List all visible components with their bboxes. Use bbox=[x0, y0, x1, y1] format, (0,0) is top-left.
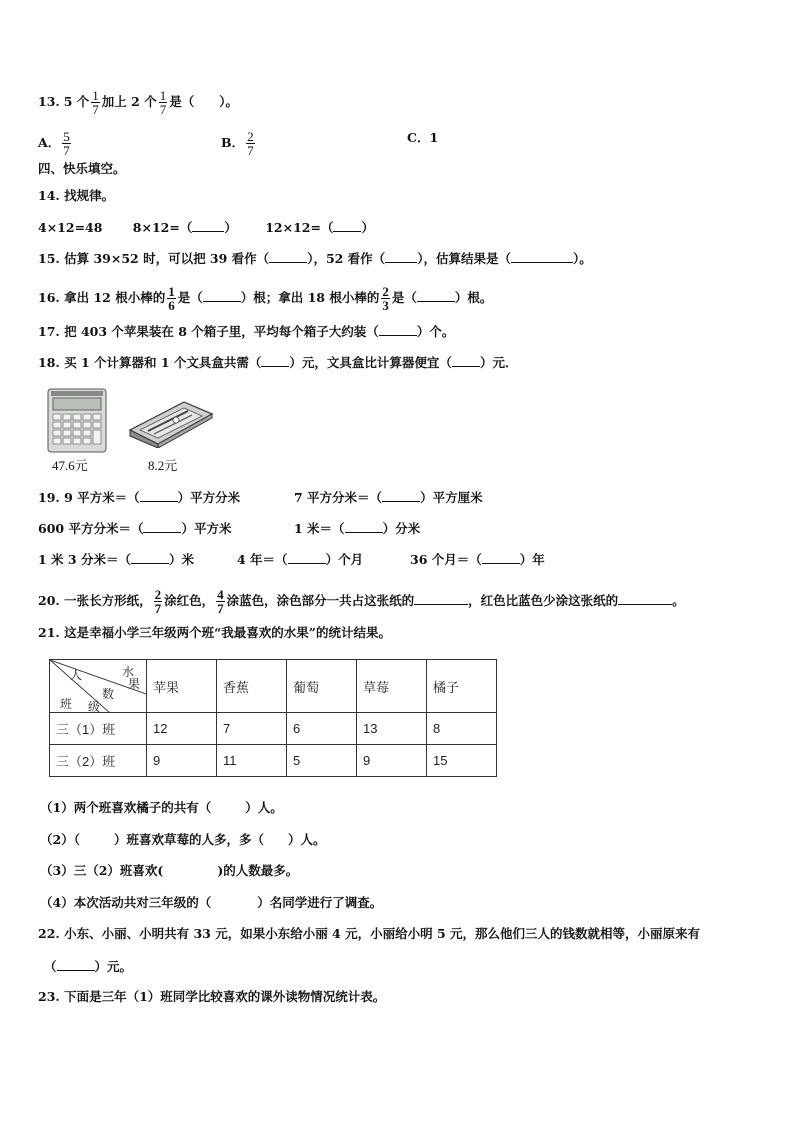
question-15: 15. 估算 39×52 时，可以把 39 看作（ ），52 看作（ ），估算结果是（ ）。 bbox=[38, 251, 592, 266]
answer-blank[interactable] bbox=[131, 551, 169, 564]
question-16: 16. 拿出 12 根小棒的 $\frac{1}{6}$ 是（ ）根；拿出 18 根小棒的 $\frac{2}{3}$ 是（ ）根。 bbox=[38, 284, 493, 313]
question-number: 23. bbox=[38, 989, 60, 1004]
option-label: C． bbox=[407, 130, 430, 145]
option-label: B． bbox=[221, 135, 245, 150]
option-label: A． bbox=[38, 135, 61, 150]
question-number: 14. bbox=[38, 188, 60, 203]
corner-label: 人 bbox=[70, 668, 83, 682]
sub-question-1: （1）两个班喜欢橘子的共有（ ）人。 bbox=[40, 800, 283, 815]
question-22-line-2: （ ）元。 bbox=[44, 959, 133, 974]
answer-blank[interactable] bbox=[333, 219, 361, 232]
table-cell: 11 bbox=[217, 745, 287, 777]
question-number: 19. bbox=[38, 490, 60, 505]
equation: 4×12=48 bbox=[38, 220, 103, 235]
question-19-row-1: 19. 9 平方米＝（ ）平方分米 7 平方分米＝（ ）平方厘米 bbox=[38, 490, 483, 505]
equation: 12×12=（ bbox=[265, 220, 334, 235]
fraction: $\frac{4}{7}$ bbox=[217, 587, 224, 616]
corner-label: 果 bbox=[128, 677, 141, 691]
pencil-box-price: 8.2元 bbox=[148, 458, 178, 473]
column-header: 葡萄 bbox=[287, 660, 357, 713]
question-17: 17. 把 403 个苹果装在 8 个箱子里，平均每个箱子大约装（ ）个。 bbox=[38, 324, 455, 339]
question-23 bbox=[38, 989, 385, 1005]
answer-blank[interactable] bbox=[261, 354, 289, 367]
answer-blank[interactable] bbox=[482, 551, 520, 564]
fraction: $\frac{1}{7}$ bbox=[159, 88, 167, 117]
calculator-price: 47.6元 bbox=[52, 458, 88, 473]
answer-blank[interactable] bbox=[57, 958, 95, 971]
question-14 bbox=[38, 188, 114, 204]
question-19-row-2: 600 平方分米＝（ ）平方米 1 米＝（ ）分米 bbox=[38, 521, 421, 536]
question-number: 16. bbox=[38, 290, 60, 305]
pencil-box-icon bbox=[126, 398, 214, 448]
option-text: 1 bbox=[429, 130, 439, 145]
table-cell: 6 bbox=[287, 713, 357, 745]
answer-blank[interactable] bbox=[417, 289, 455, 302]
fraction: $\frac{2}{7}$ bbox=[247, 129, 254, 158]
question-text: 小东、小丽、小明共有 33 元，如果小东给小丽 4 元，小丽给小明 5 元，那么他们三人的钱数就相等，小丽原来有 bbox=[64, 926, 701, 941]
column-header: 苹果 bbox=[147, 660, 217, 713]
answer-blank[interactable] bbox=[379, 323, 417, 336]
question-18: 18. 买 1 个计算器和 1 个文具盒共需（ ）元，文具盒比计算器便宜（ ）元． bbox=[38, 355, 518, 370]
table-cell: 7 bbox=[217, 713, 287, 745]
table-cell: 15 bbox=[427, 745, 497, 777]
row-header: 三（2）班 bbox=[50, 745, 147, 777]
fraction: $\frac{5}{7}$ bbox=[63, 129, 70, 158]
answer-blank[interactable] bbox=[511, 250, 573, 263]
question-text: 估算 39×52 时，可以把 39 看作（ bbox=[64, 251, 270, 266]
option-b[interactable] bbox=[221, 130, 257, 157]
answer-blank[interactable] bbox=[288, 551, 326, 564]
question-19-row-3: 1 米 3 分米＝（ ）米 4 年＝（ ）个月 36 个月＝（ ）年 bbox=[38, 552, 545, 567]
fraction: $\frac{2}{7}$ bbox=[154, 587, 162, 616]
table-header-row bbox=[50, 660, 497, 713]
calculator-icon bbox=[47, 388, 107, 453]
column-header: 橘子 bbox=[427, 660, 497, 713]
question-text: 一张长方形纸， bbox=[64, 593, 152, 608]
table-cell: 9 bbox=[147, 745, 217, 777]
question-text: 加上 2 个 bbox=[101, 94, 157, 109]
corner-label: 水 bbox=[122, 665, 135, 679]
conversion-item: 4 年＝（ ）个月 bbox=[237, 552, 364, 567]
answer-blank[interactable] bbox=[345, 520, 383, 533]
question-text: 买 1 个计算器和 1 个文具盒共需（ bbox=[64, 355, 262, 370]
table-row bbox=[50, 745, 497, 777]
row-header: 三（1）班 bbox=[50, 713, 147, 745]
table-cell: 13 bbox=[357, 713, 427, 745]
sub-question-3: （3）三（2）班喜欢( )的人数最多。 bbox=[40, 863, 299, 878]
question-number: 17. bbox=[38, 324, 60, 339]
conversion-item: 36 个月＝（ ）年 bbox=[410, 552, 545, 567]
sub-question-4: （4）本次活动共对三年级的（ ）名同学进行了调查。 bbox=[40, 895, 383, 910]
corner-label: 数 bbox=[102, 687, 115, 701]
option-c[interactable] bbox=[407, 130, 438, 146]
question-text: 下面是三年（1）班同学比较喜欢的课外读物情况统计表。 bbox=[64, 989, 386, 1004]
column-header: 草莓 bbox=[357, 660, 427, 713]
question-number: 15. bbox=[38, 251, 60, 266]
question-number: 13. bbox=[38, 94, 60, 109]
corner-label: 级 bbox=[88, 700, 101, 713]
answer-blank[interactable] bbox=[414, 592, 468, 605]
question-text: 5 个 bbox=[63, 94, 90, 109]
question-text: 是（ ）。 bbox=[169, 94, 238, 109]
diagonal-header-cell bbox=[50, 660, 147, 713]
table-cell: 8 bbox=[427, 713, 497, 745]
section-heading: 四、快乐填空。 bbox=[38, 161, 126, 176]
sub-question-2: （2）（ ）班喜欢草莓的人多，多（ ）人。 bbox=[40, 832, 326, 847]
question-number: 22. bbox=[38, 926, 60, 941]
answer-blank[interactable] bbox=[192, 219, 224, 232]
question-14-row: 4×12=48 8×12=（ ） 12×12=（ ） bbox=[38, 220, 374, 235]
fraction: $\frac{1}{7}$ bbox=[92, 88, 99, 117]
answer-blank[interactable] bbox=[203, 289, 241, 302]
question-text: 找规律。 bbox=[64, 188, 115, 203]
answer-blank[interactable] bbox=[143, 520, 181, 533]
table-cell: 12 bbox=[147, 713, 217, 745]
column-header: 香蕉 bbox=[217, 660, 287, 713]
answer-blank[interactable] bbox=[385, 250, 417, 263]
answer-blank[interactable] bbox=[269, 250, 307, 263]
answer-blank[interactable] bbox=[382, 489, 420, 502]
question-number: 18. bbox=[38, 355, 60, 370]
question-number: 21. bbox=[38, 625, 60, 640]
question-text: 这是幸福小学三年级两个班“我最喜欢的水果”的统计结果。 bbox=[64, 625, 391, 640]
equation: 8×12=（ bbox=[132, 220, 193, 235]
fruit-stats-table bbox=[49, 659, 497, 777]
table-cell: 5 bbox=[287, 745, 357, 777]
answer-blank[interactable] bbox=[618, 592, 672, 605]
answer-blank[interactable] bbox=[140, 489, 178, 502]
table-row bbox=[50, 713, 497, 745]
question-13 bbox=[38, 89, 238, 116]
fraction: $\frac{2}{3}$ bbox=[382, 284, 389, 313]
answer-blank[interactable] bbox=[452, 354, 480, 367]
question-22 bbox=[38, 926, 700, 942]
question-20: 20. 一张长方形纸， $\frac{2}{7}$ 涂红色， $\frac{4}{7}$ 涂蓝色，涂色部分一共占这张纸的 ，红色比蓝色少涂这张纸的 。 bbox=[38, 587, 685, 616]
table-cell: 9 bbox=[357, 745, 427, 777]
question-text: 拿出 12 根小棒的 bbox=[64, 290, 166, 305]
question-number: 20. bbox=[38, 593, 60, 608]
conversion-item: 7 平方分米＝（ ）平方厘米 bbox=[294, 490, 483, 505]
conversion-item: 1 米＝（ ）分米 bbox=[294, 521, 421, 536]
fraction: $\frac{1}{6}$ bbox=[168, 284, 175, 313]
question-text: 把 403 个苹果装在 8 个箱子里，平均每个箱子大约装（ bbox=[64, 324, 379, 339]
question-21 bbox=[38, 625, 391, 641]
corner-label: 班 bbox=[60, 697, 73, 711]
option-a[interactable] bbox=[38, 130, 73, 157]
